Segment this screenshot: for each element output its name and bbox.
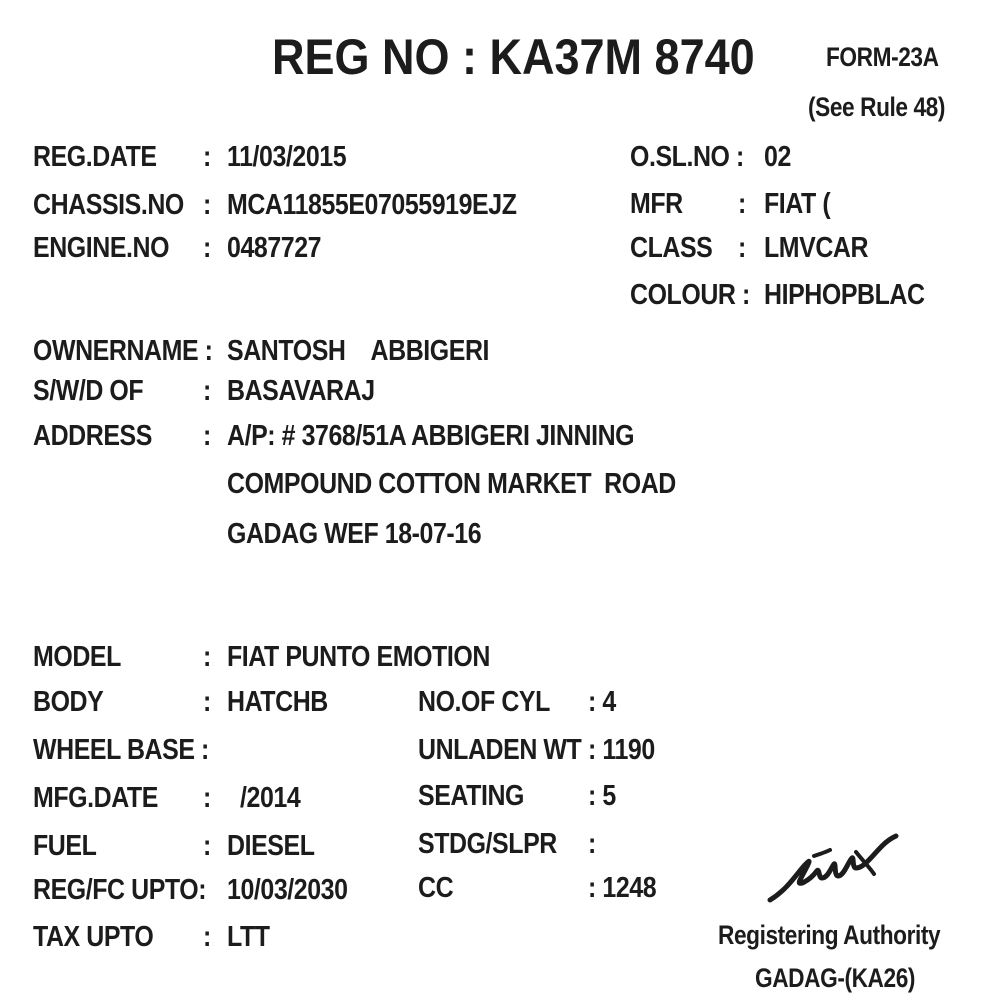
fuel-label: FUEL <box>33 830 97 862</box>
seating-value: : 5 <box>588 780 616 812</box>
engine-no-colon: : <box>203 232 211 264</box>
no-of-cyl-label: NO.OF CYL <box>418 686 550 718</box>
reg-date-label: REG.DATE <box>33 141 157 173</box>
address-label: ADDRESS <box>33 420 152 452</box>
unladen-wt-value: : 1190 <box>588 734 655 766</box>
wheel-base-label: WHEEL BASE : <box>33 734 209 766</box>
colour-value: HIPHOPBLAC <box>764 279 925 311</box>
engine-no-label: ENGINE.NO <box>33 232 170 264</box>
class-colon: : <box>738 232 746 264</box>
reg-fc-upto-value: 10/03/2030 <box>227 874 348 906</box>
model-label: MODEL <box>33 641 121 673</box>
mfr-value: FIAT ( <box>764 188 831 220</box>
tax-upto-value: LTT <box>227 921 270 953</box>
colour-label: COLOUR : <box>630 279 750 311</box>
chassis-no-value: MCA11855E07055919EJZ <box>227 189 517 221</box>
osl-no-value: 02 <box>764 141 791 173</box>
form-rule: (See Rule 48) <box>808 92 945 122</box>
registering-authority-title: Registering Authority <box>718 920 941 950</box>
owner-name-value: SANTOSH ABBIGERI <box>227 335 490 367</box>
unladen-wt-label: UNLADEN WT <box>418 734 582 766</box>
chassis-no-label: CHASSIS.NO <box>33 189 184 221</box>
address-colon: : <box>203 420 211 452</box>
form-number: FORM-23A <box>826 42 939 72</box>
signature <box>760 828 910 918</box>
address-line-2: COMPOUND COTTON MARKET ROAD <box>227 468 676 500</box>
address-line-1: A/P: # 3768/51A ABBIGERI JINNING <box>227 420 635 452</box>
tax-upto-label: TAX UPTO <box>33 921 154 953</box>
swd-colon: : <box>203 375 211 407</box>
stdg-slpr-value: : <box>588 828 596 860</box>
cc-label: CC <box>418 872 454 904</box>
reg-date-colon: : <box>203 141 211 173</box>
address-line-3: GADAG WEF 18-07-16 <box>227 518 482 550</box>
reg-number-title: REG NO : KA37M 8740 <box>272 29 755 85</box>
stdg-slpr-label: STDG/SLPR <box>418 828 557 860</box>
cc-value: : 1248 <box>588 872 657 904</box>
swd-label: S/W/D OF <box>33 375 144 407</box>
body-value: HATCHB <box>227 686 328 718</box>
reg-fc-upto-label: REG/FC UPTO: <box>33 874 207 906</box>
mfg-date-label: MFG.DATE <box>33 782 158 814</box>
model-colon: : <box>203 641 211 673</box>
class-label: CLASS <box>630 232 713 264</box>
reg-date-value: 11/03/2015 <box>227 141 347 173</box>
mfg-date-value: /2014 <box>240 782 301 814</box>
no-of-cyl-value: : 4 <box>588 686 616 718</box>
body-colon: : <box>203 686 211 718</box>
seating-label: SEATING <box>418 780 524 812</box>
registering-authority-office: GADAG-(KA26) <box>755 963 916 993</box>
mfr-label: MFR <box>630 188 683 220</box>
owner-name-label: OWNERNAME : <box>33 335 213 367</box>
model-value: FIAT PUNTO EMOTION <box>227 641 490 673</box>
fuel-value: DIESEL <box>227 830 315 862</box>
engine-no-value: 0487727 <box>227 232 322 264</box>
body-label: BODY <box>33 686 104 718</box>
class-value: LMVCAR <box>764 232 869 264</box>
osl-no-label: O.SL.NO : <box>630 141 744 173</box>
chassis-no-colon: : <box>203 189 211 221</box>
mfg-date-colon: : <box>203 782 211 814</box>
tax-upto-colon: : <box>203 921 211 953</box>
swd-value: BASAVARAJ <box>227 375 375 407</box>
fuel-colon: : <box>203 830 211 862</box>
mfr-colon: : <box>738 188 746 220</box>
